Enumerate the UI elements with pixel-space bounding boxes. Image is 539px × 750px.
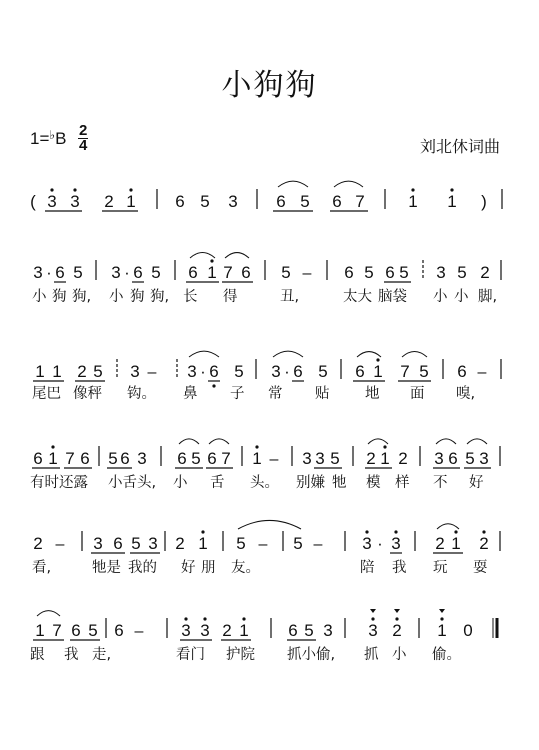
note: 6	[133, 263, 143, 282]
note: 2	[222, 621, 232, 640]
lyric-word: 丑,	[280, 289, 300, 305]
note: 6	[80, 449, 90, 468]
octave-up-dot	[371, 617, 374, 620]
note: 5	[151, 263, 161, 282]
note: 5	[108, 449, 118, 468]
note: 5	[364, 263, 374, 282]
time-numerator: 2	[79, 122, 88, 139]
lyric-word: 狗	[130, 289, 145, 305]
note: 5	[88, 621, 98, 640]
note: 6	[276, 192, 286, 211]
lyric-word: 我	[392, 560, 407, 576]
note: 1	[35, 362, 45, 381]
note: 1	[52, 362, 62, 381]
lyric-word: 走,	[92, 647, 112, 663]
note: 3	[436, 263, 446, 282]
note: 5	[73, 263, 83, 282]
lyric-word: 贴	[315, 386, 330, 402]
lyric-word: 鼻	[183, 386, 198, 402]
note: 3	[137, 449, 147, 468]
note: 3	[181, 621, 191, 640]
note: 7	[221, 449, 231, 468]
time-denominator: 4	[79, 137, 88, 154]
note: 1	[408, 192, 418, 211]
note: 1	[239, 621, 249, 640]
lyric-word: 抓	[364, 647, 379, 663]
note: 2	[366, 449, 376, 468]
note: 2	[392, 621, 402, 640]
note: 7	[355, 192, 365, 211]
note: 5	[419, 362, 429, 381]
note: 3	[391, 534, 401, 553]
flat-sign: ♭	[49, 128, 56, 142]
note: 1	[35, 621, 45, 640]
note: 7	[400, 362, 410, 381]
lyric-word: 小	[433, 289, 448, 305]
lyric-word: 头。	[250, 475, 279, 491]
note: 1	[447, 192, 457, 211]
notation-mark: –	[258, 536, 268, 553]
lyric-word: 好	[469, 475, 484, 491]
lyric-word: 尾巴	[32, 386, 61, 402]
notation-mark: –	[147, 364, 157, 381]
note: 3	[368, 621, 378, 640]
note: 2	[435, 534, 445, 553]
notation-mark: ·	[200, 362, 206, 381]
note: 5	[93, 362, 103, 381]
octave-up-dot	[184, 617, 187, 620]
note: 6	[288, 621, 298, 640]
notation-mark: (	[30, 192, 36, 211]
lyric-word: 模	[366, 475, 381, 491]
lyric-word: 牠	[332, 475, 347, 491]
note: 6	[55, 263, 65, 282]
note: 2	[398, 449, 408, 468]
lyric-word: 小	[109, 289, 124, 305]
lyric-word: 别嫌	[296, 475, 325, 491]
note: 6	[332, 192, 342, 211]
lyric-word: 太大	[343, 289, 372, 305]
note: 3	[47, 192, 57, 211]
note: 3	[187, 362, 197, 381]
note: 2	[77, 362, 87, 381]
note: 5	[318, 362, 328, 381]
note: 6	[448, 449, 458, 468]
note: 0	[463, 621, 473, 640]
note: 7	[65, 449, 75, 468]
lyric-word: 我的	[128, 560, 157, 576]
note: 3	[111, 263, 121, 282]
note: 3	[130, 362, 140, 381]
note: 5	[236, 534, 246, 553]
note: 5	[234, 362, 244, 381]
note: 1	[380, 449, 390, 468]
notation-mark: –	[269, 451, 279, 468]
note: 3	[148, 534, 158, 553]
lyric-word: 看门	[176, 647, 205, 663]
note: 2	[479, 534, 489, 553]
accent-mark	[394, 609, 400, 613]
lyric-word: 陪	[360, 560, 375, 576]
note: 6	[385, 263, 395, 282]
notation-mark: ·	[284, 362, 290, 381]
note: 7	[223, 263, 233, 282]
note: 3	[200, 621, 210, 640]
note: 6	[120, 449, 130, 468]
accent-mark	[370, 609, 376, 613]
note: 1	[198, 534, 208, 553]
note: 2	[480, 263, 490, 282]
note: 1	[373, 362, 383, 381]
octave-up-dot	[203, 617, 206, 620]
lyric-word: 嗅,	[456, 386, 476, 402]
note: 6	[293, 362, 303, 381]
lyric-word: 子	[230, 386, 245, 402]
lyric-word: 长	[183, 289, 198, 305]
note: 7	[52, 621, 62, 640]
lyric-word: 舌	[210, 475, 225, 491]
note: 1	[252, 449, 262, 468]
accent-mark	[439, 609, 445, 613]
note: 5	[293, 534, 303, 553]
note: 2	[104, 192, 114, 211]
key-note: B	[55, 129, 67, 148]
lyric-word: 狗	[52, 289, 67, 305]
note: 3	[362, 534, 372, 553]
note: 3	[302, 449, 312, 468]
lyric-word: 面	[410, 386, 425, 402]
note: 1	[451, 534, 461, 553]
lyric-word: 小舌头,	[108, 475, 157, 491]
notation-mark: ·	[124, 263, 130, 282]
lyric-word: 不	[433, 475, 448, 491]
note: 5	[131, 534, 141, 553]
notation-mark: ·	[377, 534, 383, 553]
note: 1	[437, 621, 447, 640]
note: 1	[126, 192, 136, 211]
note: 3	[323, 621, 333, 640]
lyric-word: 抓小偷,	[287, 647, 336, 663]
note: 6	[175, 192, 185, 211]
notation-mark: –	[313, 536, 323, 553]
notation-mark: ·	[46, 263, 52, 282]
notation-mark: –	[55, 536, 65, 553]
lyric-word: 脑袋	[378, 289, 407, 305]
lyric-word: 友。	[231, 560, 260, 576]
note: 6	[188, 263, 198, 282]
note: 5	[465, 449, 475, 468]
lyric-word: 小	[454, 289, 469, 305]
lyric-word: 狗,	[72, 289, 92, 305]
note: 5	[300, 192, 310, 211]
note: 5	[281, 263, 291, 282]
octave-up-dot	[395, 617, 398, 620]
lyric-word: 地	[365, 386, 380, 402]
octave-up-dot	[242, 617, 245, 620]
lyric-word: 玩	[433, 560, 448, 576]
note: 6	[71, 621, 81, 640]
note: 5	[200, 192, 210, 211]
note: 5	[304, 621, 314, 640]
note: 5	[330, 449, 340, 468]
lyric-word: 狗,	[150, 289, 170, 305]
lyric-word: 看,	[32, 560, 52, 576]
note: 3	[434, 449, 444, 468]
note: 6	[207, 449, 217, 468]
note: 6	[457, 362, 467, 381]
note: 3	[228, 192, 238, 211]
note: 5	[191, 449, 201, 468]
page-title: 小狗狗	[221, 68, 318, 103]
note: 3	[33, 263, 43, 282]
note: 3	[479, 449, 489, 468]
note: 6	[355, 362, 365, 381]
lyric-word: 常	[268, 386, 283, 402]
lyric-word: 样	[395, 475, 410, 491]
notation-mark: –	[302, 265, 312, 282]
lyric-word: 护院	[226, 647, 255, 663]
lyric-word: 耍	[473, 560, 488, 576]
octave-up-dot	[440, 617, 443, 620]
lyric-word: 小	[173, 475, 188, 491]
note: 1	[207, 263, 217, 282]
lyric-word: 好	[181, 560, 196, 576]
lyric-word: 小	[32, 289, 47, 305]
lyric-word: 跟	[30, 647, 45, 663]
note: 1	[48, 449, 58, 468]
notation-mark: –	[134, 623, 144, 640]
note: 2	[175, 534, 185, 553]
note: 2	[33, 534, 43, 553]
note: 5	[399, 263, 409, 282]
slur-arc	[37, 611, 60, 616]
lyric-word: 偷。	[432, 647, 461, 663]
note: 3	[315, 449, 325, 468]
note: 6	[114, 621, 124, 640]
note: 6	[344, 263, 354, 282]
note: 3	[93, 534, 103, 553]
note: 6	[113, 534, 123, 553]
note: 3	[271, 362, 281, 381]
lyric-word: 脚,	[478, 289, 498, 305]
lyric-word: 有时还露	[30, 475, 88, 491]
lyric-word: 钩。	[127, 386, 156, 402]
note: 6	[177, 449, 187, 468]
note: 6	[209, 362, 219, 381]
lyric-word: 牠是	[92, 560, 121, 576]
note: 6	[241, 263, 251, 282]
note: 3	[70, 192, 80, 211]
notation-mark: –	[477, 364, 487, 381]
lyric-word: 朋	[201, 560, 216, 576]
key-prefix: 1=	[30, 129, 50, 148]
lyric-word: 我	[64, 647, 79, 663]
final-barline	[493, 618, 497, 638]
composer-credit: 刘北休词曲	[420, 137, 501, 156]
note: 6	[33, 449, 43, 468]
lyric-word: 像秤	[73, 386, 102, 402]
lyric-word: 小	[392, 647, 407, 663]
lyric-word: 得	[223, 289, 238, 305]
note: 5	[457, 263, 467, 282]
notation-mark: )	[481, 192, 487, 211]
